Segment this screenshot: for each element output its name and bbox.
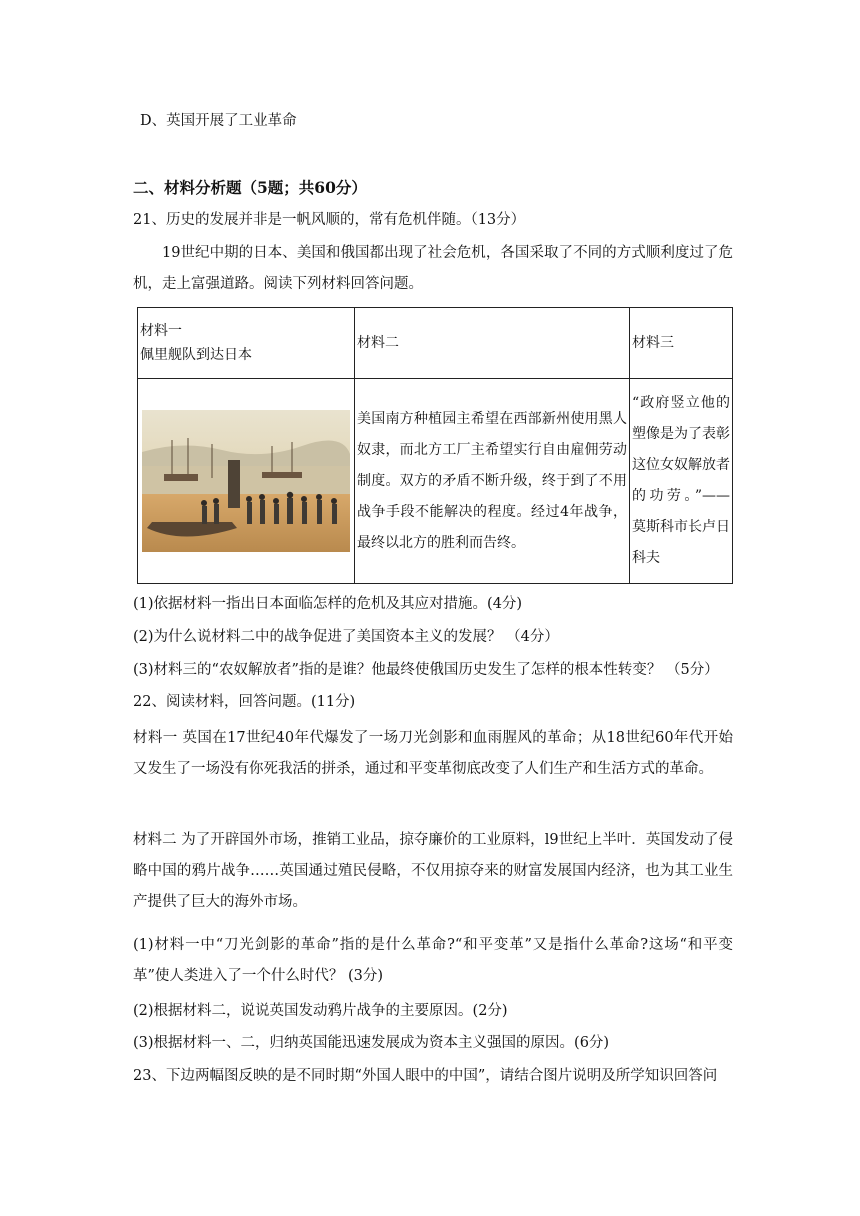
q21-sub2: (2)为什么说材料二中的战争促进了美国资本主义的发展？ （4分）	[133, 629, 559, 645]
section-title: 二、材料分析题（5题；共60分）	[133, 178, 367, 197]
material-3-text-cell	[630, 379, 733, 584]
q23-title: 23、下边两幅图反映的是不同时期“外国人眼中的中国”，请结合图片说明及所学知识回答问	[133, 1068, 718, 1084]
material-2-header: 材料二	[355, 308, 630, 379]
material-1-image-cell	[138, 379, 355, 584]
material-2-text: 美国南方种植园主希望在西部新州使用黑人奴隶，而北方工厂主希望实行自由雇佣劳动制度。双方的矛盾不断升级，终于到了不用战争手段不能解决的程度。经过4年战争，最终以北方的胜利而告终。	[357, 410, 627, 551]
q22-material-2: 材料二 为了开辟国外市场，推销工业品，掠夺廉价的工业原料，l9世纪上半叶．英国发动了侵略中国的鸦片战争……英国通过殖民侵略，不仅用掠夺来的财富发展国内经济，也为其工业生产提供了巨大的海外市场。	[133, 832, 733, 910]
material-3-text: “政府竖立他的塑像是为了表彰这位女奴解放者的功劳。”——莫斯科市长卢日科夫	[632, 395, 730, 566]
q22-material-1: 材料一 英国在17世纪40年代爆发了一场刀光剑影和血雨腥风的革命；从18世纪60年代开始又发生了一场没有你死我活的拼杀，通过和平变革彻底改变了人们生产和生活方式的革命。	[133, 730, 733, 777]
material-1-header: 材料一 佩里舰队到达日本	[138, 308, 355, 379]
material-1-caption: 佩里舰队到达日本	[140, 347, 252, 363]
q21-intro: 19世纪中期的日本、美国和俄国都出现了社会危机，各国采取了不同的方式顺利度过了危机，走上富强道路。阅读下列材料回答问题。	[133, 245, 733, 292]
material-2-text-cell	[355, 379, 630, 584]
q22-sub3: (3)根据材料一、二，归纳英国能迅速发展成为资本主义强国的原因。(6分)	[133, 1035, 610, 1051]
materials-table	[137, 307, 733, 584]
q22-sub1: (1)材料一中“刀光剑影的革命”指的是什么革命?“和平变革”又是指什么革命?这场“和平变革”使人类进入了一个什么时代？ (3分)	[133, 937, 733, 984]
q21-sub1: (1)依据材料一指出日本面临怎样的危机及其应对措施。(4分)	[133, 596, 523, 612]
option-d: D、英国开展了工业革命	[140, 113, 297, 129]
q22-title: 22、阅读材料，回答问题。(11分)	[133, 694, 356, 710]
q22-sub2: (2)根据材料二，说说英国发动鸦片战争的主要原因。(2分)	[133, 1003, 508, 1019]
harbor-painting-illustration	[142, 410, 350, 552]
material-3-header: 材料三	[630, 308, 733, 379]
q21-sub3: (3)材料三的“农奴解放者”指的是谁？他最终使俄国历史发生了怎样的根本性转变？ （5分）	[133, 662, 719, 678]
perry-fleet-image	[142, 410, 350, 552]
q21-title: 21、历史的发展并非是一帆风顺的，常有危机伴随。（13分）	[133, 212, 526, 228]
